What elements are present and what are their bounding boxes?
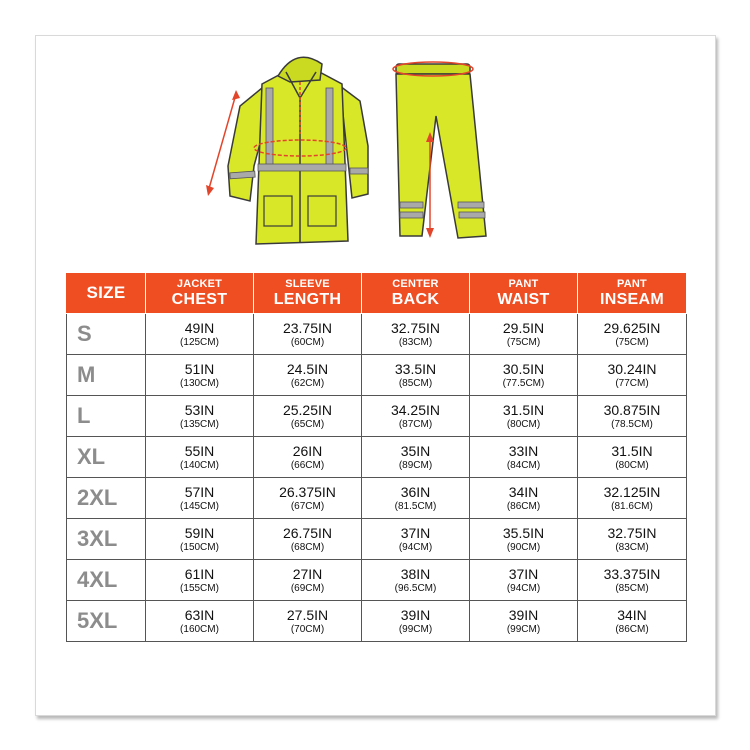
header-pant-waist: PANT WAIST: [470, 273, 578, 314]
garment-illustration: [200, 46, 500, 256]
table-cell: 32.75IN (83CM): [578, 519, 687, 560]
table-row: [67, 601, 687, 642]
table-cell: 29.625IN (75CM): [578, 314, 687, 355]
table-cell: 57IN (145CM): [146, 478, 254, 519]
header-pant-inseam: PANT INSEAM: [578, 273, 687, 314]
size-label: XL: [67, 437, 146, 478]
table-cell: 34IN (86CM): [578, 601, 687, 642]
table-cell: 24.5IN (62CM): [254, 355, 362, 396]
table-cell: 26IN (66CM): [254, 437, 362, 478]
table-cell: 33.375IN (85CM): [578, 560, 687, 601]
table-cell: 26.375IN (67CM): [254, 478, 362, 519]
table-cell: 33IN (84CM): [470, 437, 578, 478]
size-label: 4XL: [67, 560, 146, 601]
header-sleeve-length: SLEEVE LENGTH: [254, 273, 362, 314]
table-cell: 37IN (94CM): [362, 519, 470, 560]
size-label: M: [67, 355, 146, 396]
table-row: [67, 314, 687, 355]
table-cell: 39IN (99CM): [362, 601, 470, 642]
table-cell: 33.5IN (85CM): [362, 355, 470, 396]
size-label: 5XL: [67, 601, 146, 642]
table-row: [67, 519, 687, 560]
table-cell: 39IN (99CM): [470, 601, 578, 642]
table-cell: 26.75IN (68CM): [254, 519, 362, 560]
rain-pants-icon: [393, 62, 486, 238]
table-cell: 36IN (81.5CM): [362, 478, 470, 519]
table-cell: 53IN (135CM): [146, 396, 254, 437]
table-cell: 30.875IN (78.5CM): [578, 396, 687, 437]
table-cell: 29.5IN (75CM): [470, 314, 578, 355]
table-cell: 35IN (89CM): [362, 437, 470, 478]
size-label: 2XL: [67, 478, 146, 519]
table-cell: 34.25IN (87CM): [362, 396, 470, 437]
table-cell: 61IN (155CM): [146, 560, 254, 601]
table-row: [67, 560, 687, 601]
table-cell: 31.5IN (80CM): [578, 437, 687, 478]
table-cell: 35.5IN (90CM): [470, 519, 578, 560]
table-cell: 27IN (69CM): [254, 560, 362, 601]
table-cell: 32.75IN (83CM): [362, 314, 470, 355]
header-jacket-chest: JACKET CHEST: [146, 273, 254, 314]
table-cell: 31.5IN (80CM): [470, 396, 578, 437]
size-label: S: [67, 314, 146, 355]
table-header-row: [67, 273, 687, 314]
table-row: [67, 396, 687, 437]
table-cell: 38IN (96.5CM): [362, 560, 470, 601]
header-center-back: CENTER BACK: [362, 273, 470, 314]
table-row: [67, 478, 687, 519]
table-cell: 34IN (86CM): [470, 478, 578, 519]
size-label: 3XL: [67, 519, 146, 560]
table-row: [67, 437, 687, 478]
table-cell: 23.75IN (60CM): [254, 314, 362, 355]
table-cell: 49IN (125CM): [146, 314, 254, 355]
table-cell: 30.5IN (77.5CM): [470, 355, 578, 396]
size-label: L: [67, 396, 146, 437]
rain-jacket-icon: [206, 57, 368, 244]
table-cell: 63IN (160CM): [146, 601, 254, 642]
table-cell: 25.25IN (65CM): [254, 396, 362, 437]
table-cell: 51IN (130CM): [146, 355, 254, 396]
table-cell: 30.24IN (77CM): [578, 355, 687, 396]
size-table: [66, 272, 687, 642]
table-row: [67, 355, 687, 396]
table-cell: 27.5IN (70CM): [254, 601, 362, 642]
table-cell: 55IN (140CM): [146, 437, 254, 478]
header-size: SIZE: [67, 273, 146, 314]
table-cell: 32.125IN (81.6CM): [578, 478, 687, 519]
table-cell: 37IN (94CM): [470, 560, 578, 601]
table-cell: 59IN (150CM): [146, 519, 254, 560]
